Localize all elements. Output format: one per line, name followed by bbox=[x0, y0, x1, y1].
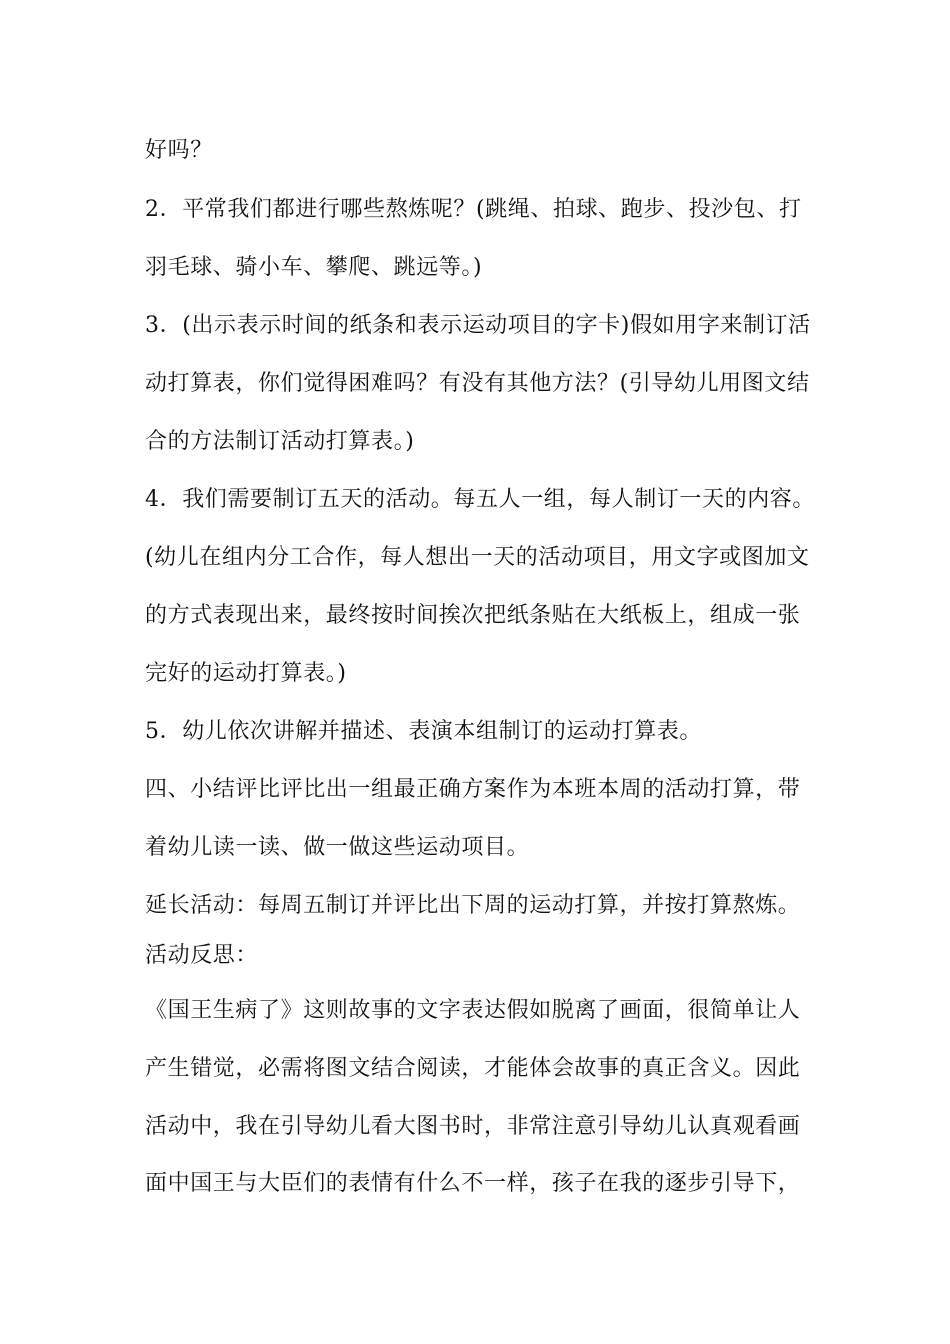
text-line: 《国王生病了》这则故事的文字表达假如脱离了画面，很简单让人 bbox=[145, 998, 801, 1023]
text-line: 好吗？ bbox=[145, 138, 213, 163]
text-line: 合的方法制订活动打算表。) bbox=[145, 429, 415, 454]
text-line: 3．(出示表示时间的纸条和表示运动项目的字卡)假如用字来制订活 bbox=[145, 313, 811, 338]
text-line: 完好的运动打算表。) bbox=[145, 661, 347, 686]
text-line: 活动中，我在引导幼儿看大图书时，非常注意引导幼儿认真观看画 bbox=[145, 1114, 801, 1139]
text-line: 延长活动：每周五制订并评比出下周的运动打算，并按打算熬炼。 bbox=[145, 893, 801, 918]
text-line: 动打算表，你们觉得困难吗？有没有其他方法？(引导幼儿用图文结 bbox=[145, 371, 810, 396]
text-line: 着幼儿读一读、做一做这些运动项目。 bbox=[145, 835, 530, 860]
text-line: (幼儿在组内分工合作，每人想出一天的活动项目，用文字或图加文 bbox=[145, 545, 810, 570]
text-line: 四、小结评比评比出一组最正确方案作为本班本周的活动打算，带 bbox=[145, 777, 801, 802]
text-line: 产生错觉，必需将图文结合阅读，才能体会故事的真正含义。因此 bbox=[145, 1056, 801, 1081]
section-heading: 活动反思： bbox=[145, 943, 259, 968]
text-line: 2．平常我们都进行哪些熬炼呢？(跳绳、拍球、跑步、投沙包、打 bbox=[145, 197, 802, 222]
text-line: 的方式表现出来，最终按时间挨次把纸条贴在大纸板上，组成一张 bbox=[145, 603, 801, 628]
text-line: 4．我们需要制订五天的活动。每五人一组，每人制订一天的内容。 bbox=[145, 487, 815, 512]
text-line: 5．幼儿依次讲解并描述、表演本组制订的运动打算表。 bbox=[145, 719, 702, 744]
text-line: 面中国王与大臣们的表情有什么不一样，孩子在我的逐步引导下， bbox=[145, 1171, 801, 1196]
text-line: 羽毛球、骑小车、攀爬、跳远等。) bbox=[145, 255, 483, 280]
